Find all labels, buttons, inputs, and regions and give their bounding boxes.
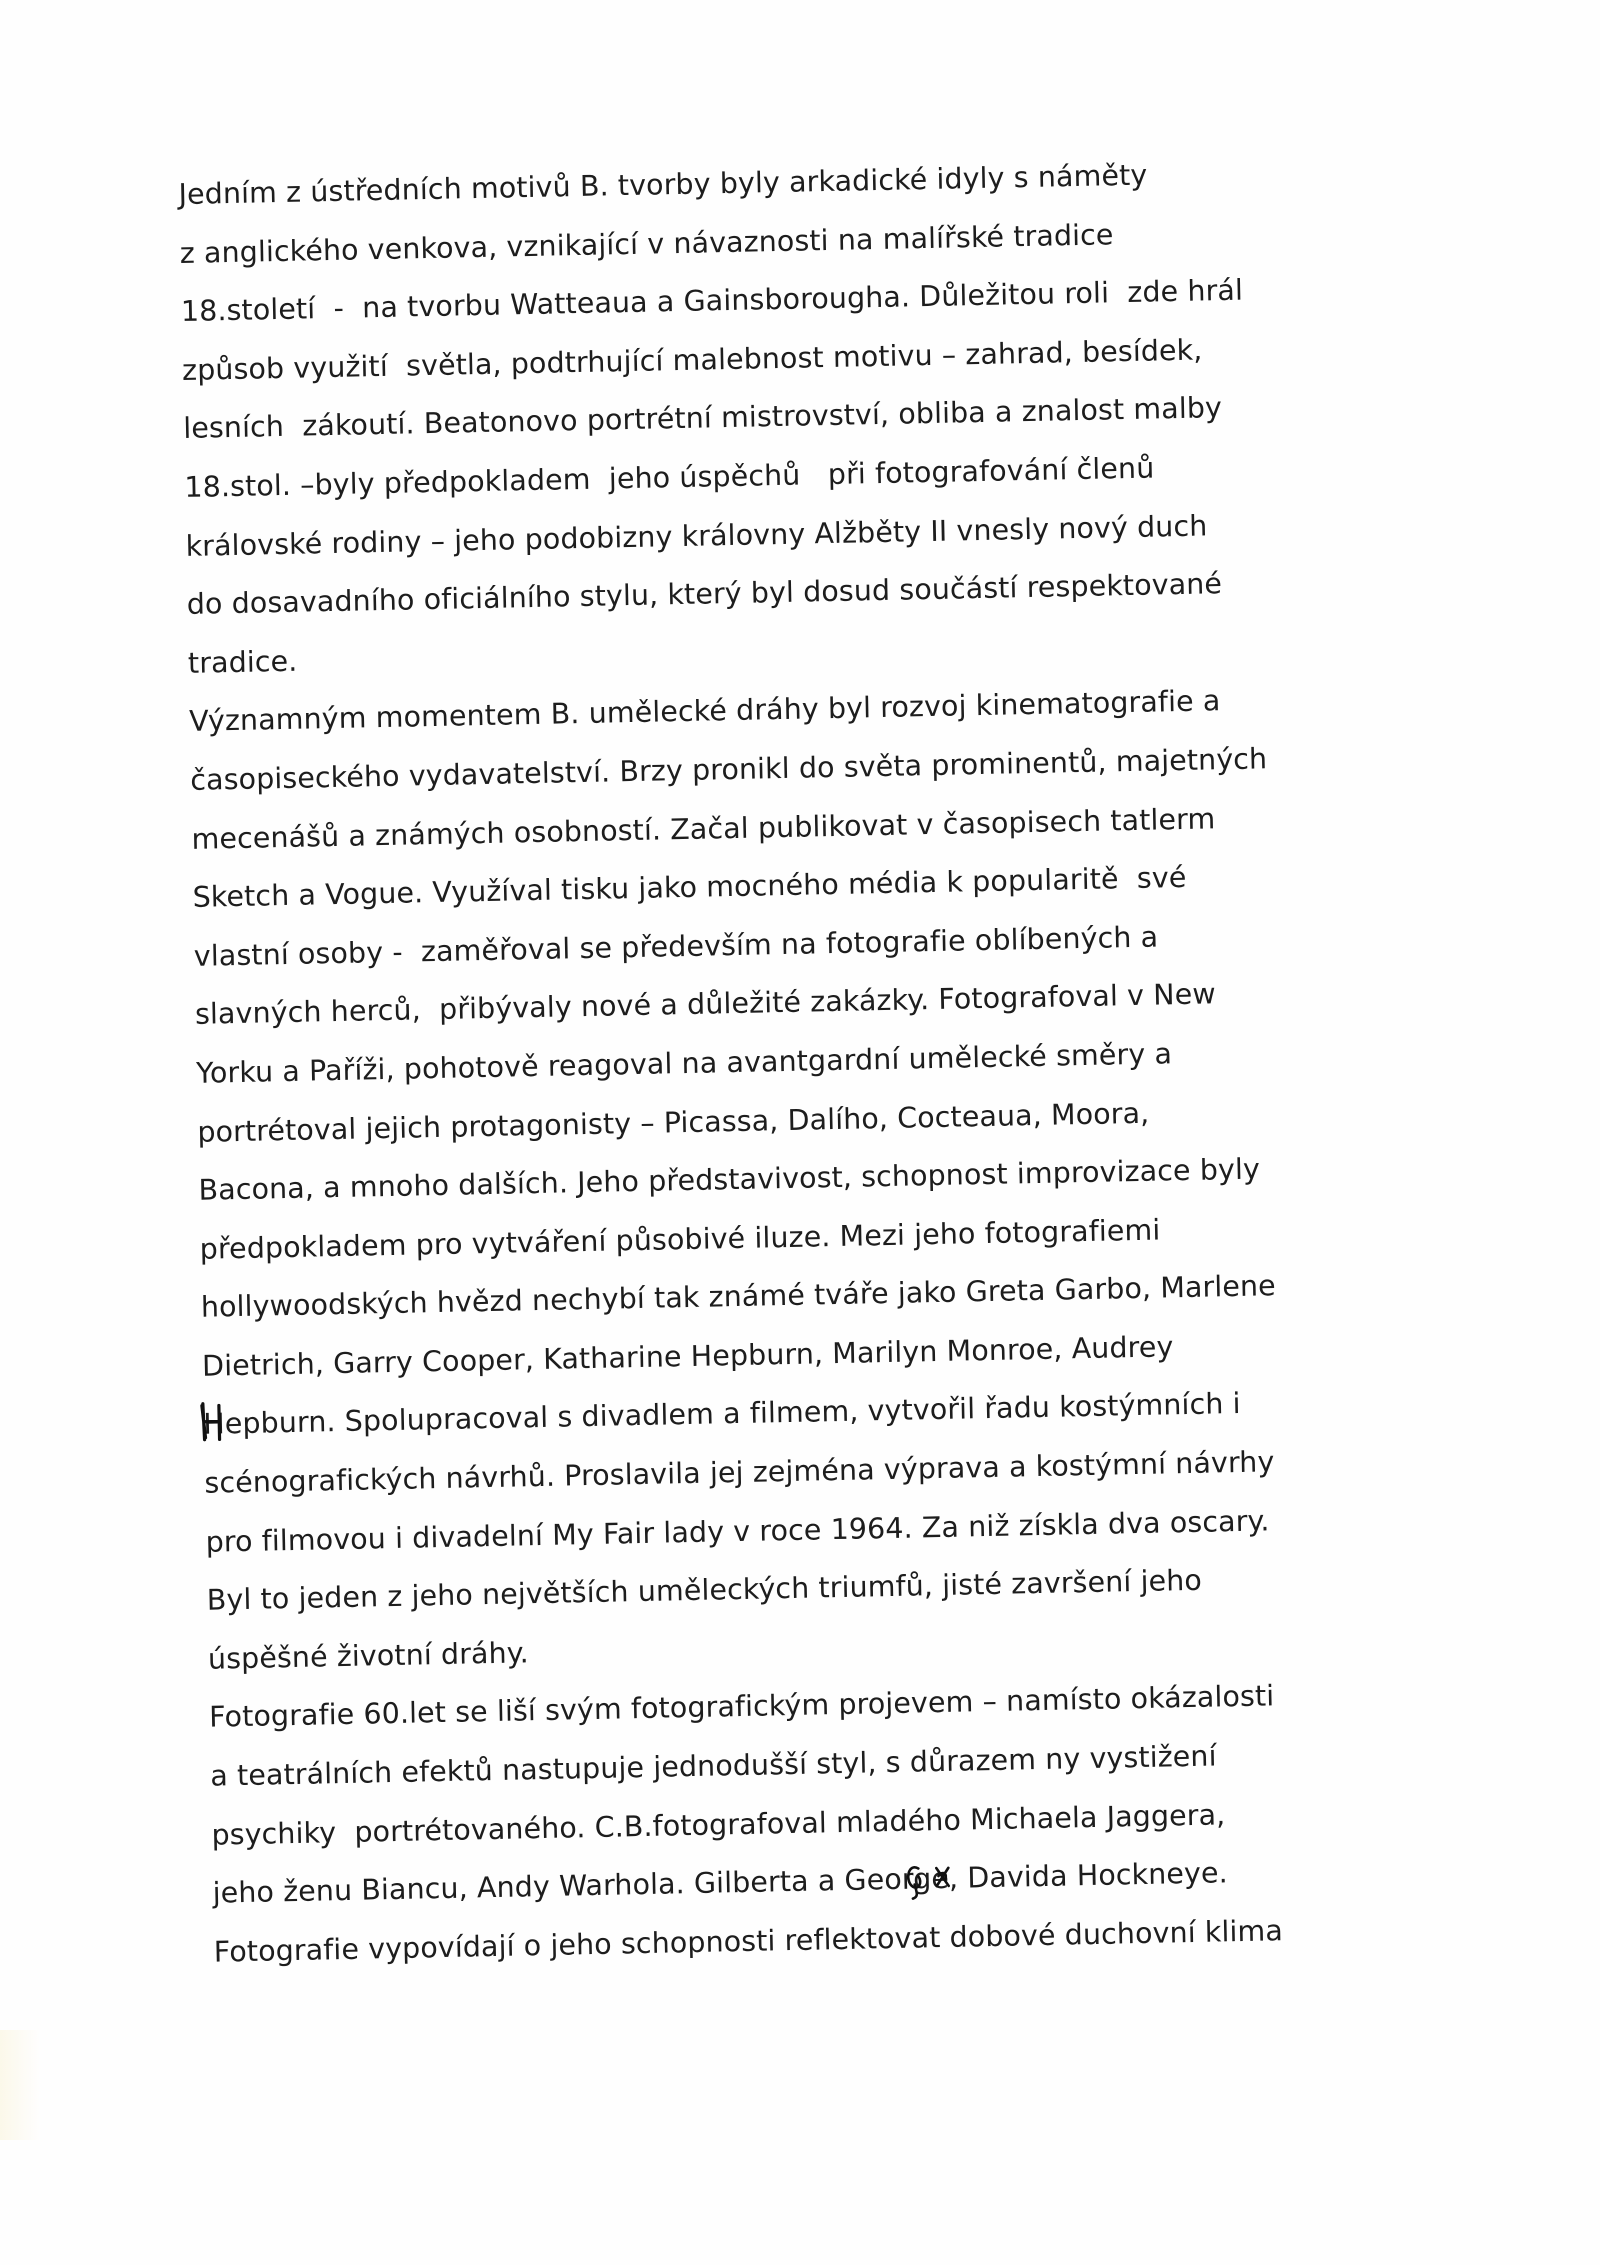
text-line-10: Významným momentem B. umělecké dráhy byl rozvoj kinematografie a [188,684,1221,739]
text-line-23: scénografických návrhů. Proslavila jej zejména výprava a kostýmní návrhy [204,1445,1275,1500]
document-body [178,140,1514,1982]
text-line-31: Fotografie vypovídají o jeho schopnosti reflektovat dobové duchovní klima [213,1913,1284,1969]
text-line-13: Sketch a Vogue. Využíval tisku jako mocného média k popularitě své [192,861,1187,914]
text-line-12: mecenášů a známých osobností. Začal publikovat v časopisech tatlerm [191,801,1216,856]
text-line-2: z anglického venkova, vznikající v návaznosti na malířské tradice [179,217,1114,270]
text-line-7: královské rodiny – jeho podobizny královny Alžběty II vnesly nový duch [185,508,1208,563]
text-line-25: Byl to jeden z jeho největších uměleckých triumfů, jisté završení jeho [206,1563,1203,1617]
text-line-20: hollywoodských hvězd nechybí tak známé tváře jako Greta Garbo, Marlene [200,1269,1277,1325]
text-line-22: Hepburn. Spolupracoval s divadlem a filmem, vytvořil řadu kostýmních i [202,1387,1241,1442]
text-line-26: úspěšné životní dráhy. [207,1636,530,1676]
text-line-16: Yorku a Paříži, pohotově reagoval na avantgardní umělecké směry a [195,1037,1173,1090]
text-line-29: psychiky portrétovaného. C.B.fotografoval mladého Michaela Jaggera, [211,1797,1226,1852]
text-line-14: vlastní osoby - zaměřoval se především na fotografie oblíbených a [193,920,1159,973]
text-line-4: způsob využití světla, podtrhující malebnost motivu – zahrad, besídek, [181,333,1203,387]
text-line-9: tradice. [187,644,298,680]
text-line-24: pro filmovou i divadelní My Fair lady v roce 1964. Za niž získla dva oscary. [205,1504,1270,1559]
text-line-8: do dosavadního oficiálního stylu, který byl dosud součástí respektované [186,567,1223,622]
text-line-11: časopiseckého vydavatelství. Brzy pronikl do světa prominentů, majetných [190,742,1268,797]
text-line-1: Jedním z ústředních motivů B. tvorby byly arkadické idyly s náměty [178,158,1148,211]
text-line-5: lesních zákoutí. Beatonovo portrétní mistrovství, obliba a znalost malby [182,391,1223,446]
text-line-6: 18.stol. –byly předpokladem jeho úspěchů při fotografování členů [184,451,1155,504]
text-line-18: Bacona, a mnoho dalších. Jeho představivost, schopnost improvizace byly [198,1152,1261,1207]
text-line-21: Dietrich, Garry Cooper, Katharine Hepburn, Marilyn Monroe, Audrey [201,1330,1174,1383]
text-line-15: slavných herců, přibývaly nové a důležité zakázky. Fotografoval v New [194,977,1217,1032]
text-line-27: Fotografie 60.let se liší svým fotografickým projevem – namísto okázalosti [208,1679,1275,1735]
text-line-17: portrétoval jejich protagonisty – Picassa, Dalího, Cocteaua, Moora, [197,1096,1150,1149]
text-line-19: předpokladem pro vytváření působivé iluze. Mezi jeho fotografiemi [199,1213,1161,1266]
text-line-30: jeho ženu Biancu, Andy Warhola. Gilberta a George, Davida Hockneye. [212,1856,1229,1910]
text-line-28: a teatrálních efektů nastupuje jednodušší styl, s důrazem ny vystižení [209,1739,1217,1793]
text-line-3: 18.století - na tvorbu Watteaua a Gainsborougha. Důležitou roli zde hrál [180,273,1244,329]
scan-edge-stain [0,2030,40,2140]
